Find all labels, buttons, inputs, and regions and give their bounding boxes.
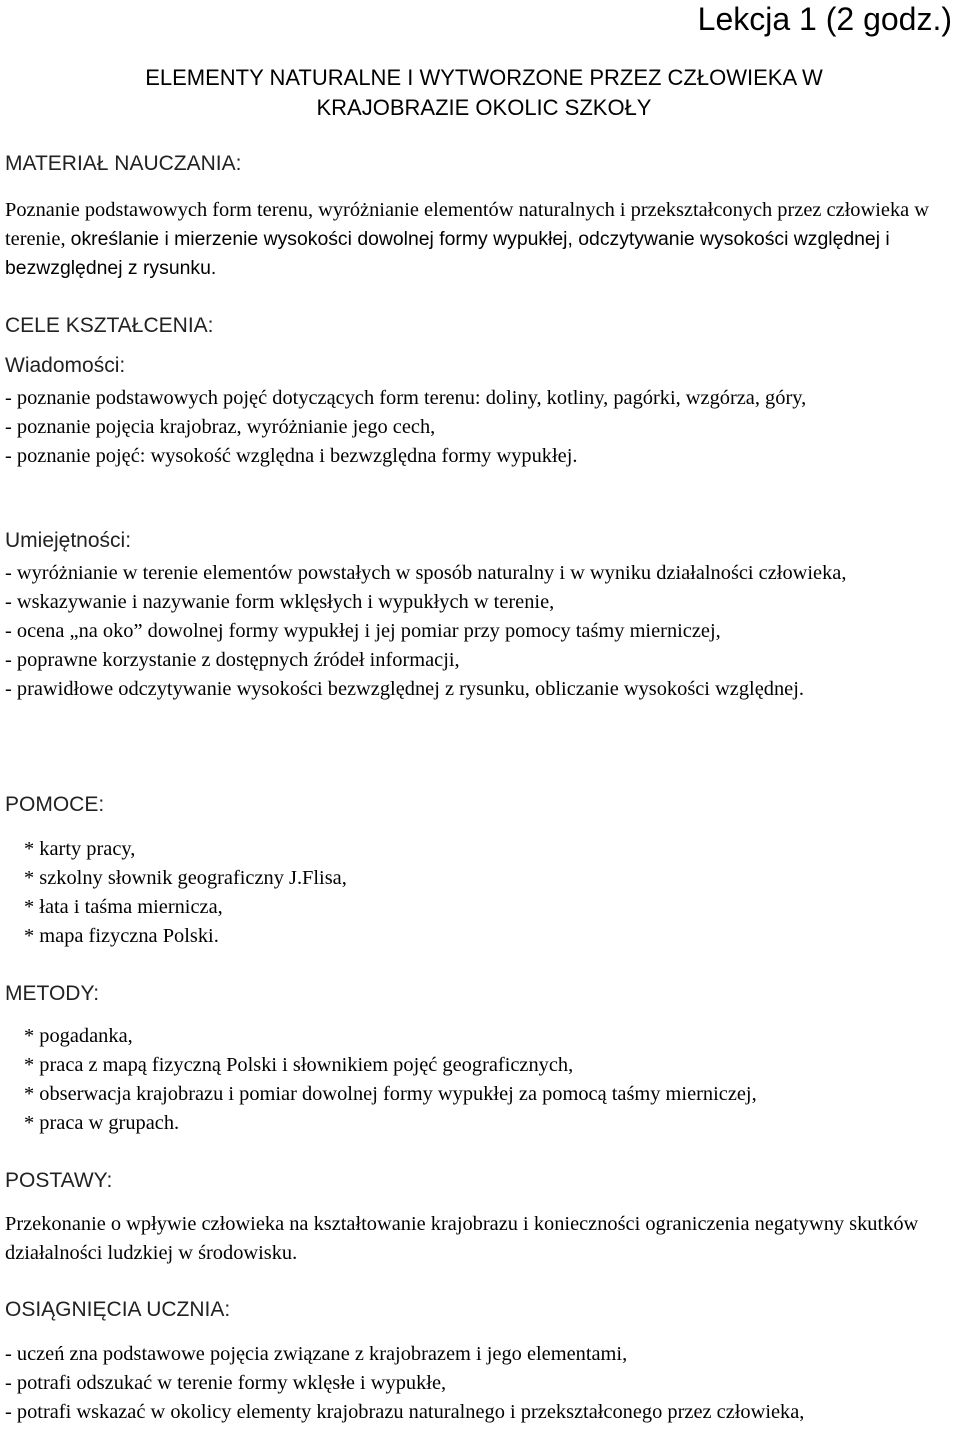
list-item: - potrafi wskazać w okolicy elementy krajobrazu naturalnego i przekształconego przez człowieka, <box>5 1401 805 1423</box>
list-item: * obserwacja krajobrazu i pomiar dowolnej formy wypukłej za pomocą taśmy mierniczej, <box>24 1083 757 1105</box>
wiadomosci-list <box>5 384 955 471</box>
material-text-part-1: Poznanie podstawowych form terenu, wyróżnianie elementów naturalnych i przekształconych przez człowieka w terenie, <box>5 199 930 250</box>
list-item: - poznanie pojęcia krajobraz, wyróżnianie jego cech, <box>5 416 436 438</box>
list-item: * praca w grupach. <box>24 1112 180 1134</box>
wiadomosci-heading: Wiadomości: <box>5 354 126 377</box>
metody-heading: METODY: <box>5 982 100 1005</box>
list-item: - prawidłowe odczytywanie wysokości bezwzględnej z rysunku, obliczanie wysokości względnej. <box>5 678 804 700</box>
pomoce-list <box>24 835 954 951</box>
list-item <box>5 442 955 471</box>
list-item: * karty pracy, <box>24 838 136 860</box>
material-heading: MATERIAŁ NAUCZANIA: <box>5 152 242 175</box>
material-text-part-2: określanie i mierzenie wysokości dowolnej formy wypukłej, odczytywanie wysokości względnej i bezwzględnej z rysunku. <box>5 228 890 279</box>
list-item: - uczeń zna podstawowe pojęcia związane z krajobrazem i jego elementami, <box>5 1343 628 1365</box>
list-item: * łata i taśma miernicza, <box>24 896 223 918</box>
postawy-heading: POSTAWY: <box>5 1169 113 1192</box>
list-item: - wyróżnianie w terenie elementów powstałych w sposób naturalny i w wyniku działalności człowieka, <box>5 562 847 584</box>
list-item: - poznanie podstawowych pojęć dotyczących form terenu: doliny, kotliny, pagórki, wzgórza, góry, <box>5 387 807 409</box>
list-item: - poprawne korzystanie z dostępnych źródeł informacji, <box>5 649 460 671</box>
list-item: * pogadanka, <box>24 1025 133 1047</box>
umiejetnosci-list <box>5 559 955 704</box>
list-item-text: - poznanie pojęć: wysokość względna i bezwzględna formy wypukłej. <box>5 445 578 467</box>
list-item: - potrafi odszukać w terenie formy wklęsłe i wypukłe, <box>5 1372 447 1394</box>
list-item: - ocena „na oko” dowolnej formy wypukłej i jej pomiar przy pomocy taśmy mierniczej, <box>5 620 721 642</box>
list-item: - wskazywanie i nazywanie form wklęsłych i wypukłych w terenie, <box>5 591 555 613</box>
metody-list <box>24 1022 954 1138</box>
osiagniecia-heading: OSIĄGNIĘCIA UCZNIA: <box>5 1298 231 1321</box>
material-paragraph <box>5 196 955 283</box>
lesson-label: Lekcja 1 (2 godz.) <box>697 1 952 37</box>
postawy-paragraph: Przekonanie o wpływie człowieka na kształtowanie krajobrazu i konieczności ograniczenia negatywny skutków działalności ludzkiej w środowisku. <box>5 1213 919 1264</box>
title-line-1: ELEMENTY NATURALNE I WYTWORZONE PRZEZ CZŁOWIEKA W <box>145 65 823 90</box>
list-item: * praca z mapą fizyczną Polski i słownikiem pojęć geograficznych, <box>24 1054 574 1076</box>
title-line-2: KRAJOBRAZIE OKOLIC SZKOŁY <box>316 95 652 120</box>
osiagniecia-list <box>5 1340 955 1427</box>
cele-heading: CELE KSZTAŁCENIA: <box>5 314 214 337</box>
list-item: * szkolny słownik geograficzny J.Flisa, <box>24 867 347 889</box>
list-item: * mapa fizyczna Polski. <box>24 925 219 947</box>
pomoce-heading: POMOCE: <box>5 793 105 816</box>
umiejetnosci-heading: Umiejętności: <box>5 529 132 552</box>
document-title <box>0 63 960 123</box>
